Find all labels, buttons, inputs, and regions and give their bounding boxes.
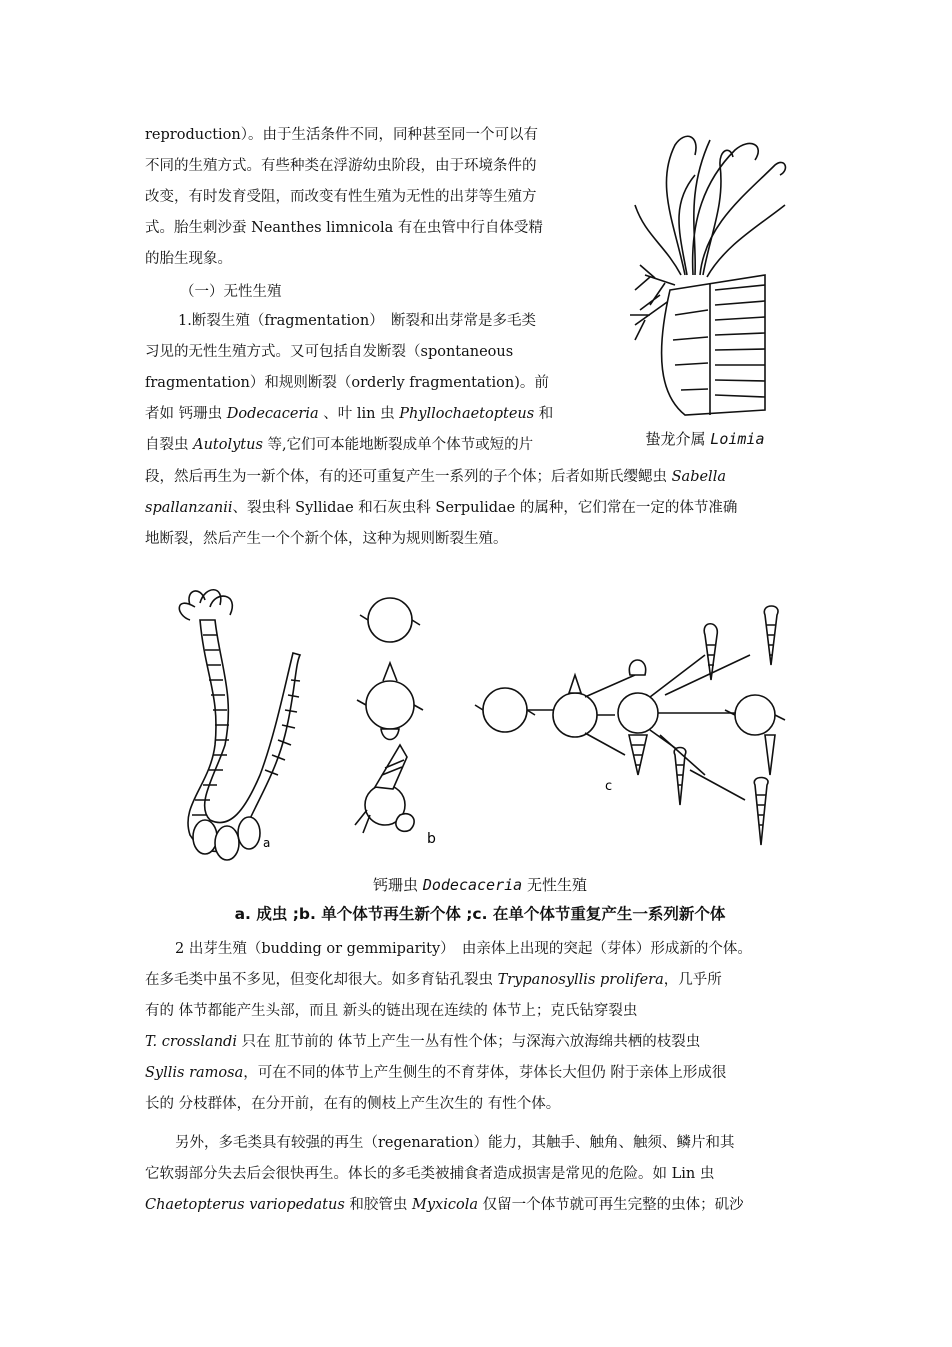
panel-b-segment-regeneration [355,598,436,847]
species-crosslandi: T. crosslandi [145,1034,237,1050]
text-run: 者如 钙珊虫 [145,406,227,422]
species-chaetopterus: Chaetopterus variopedatus [145,1197,345,1213]
species-spallanzanii: spallanzanii [145,500,233,516]
text-run: 在多毛类中虽不多见，但变化却很大。如多育钻孔裂虫 [145,972,498,988]
text-run: 只在 肛节前的 体节上产生一丛有性个体；与深海六放海绵共栖的枝裂虫 [236,1034,701,1050]
intro-line: 改变，有时发育受阻，而改变有性生殖为无性的出芽等生殖方 [145,189,537,205]
fragmentation-line: 1.断裂生殖（fragmentation） 断裂和出芽常是多毛类 [178,313,536,329]
budding-line: 有的 体节都能产生头部，而且 新头的链出现在连续的 体节上；克氏钻穿裂虫 [145,1003,638,1019]
budding-line: 长的 分枝群体，在分开前，在有的侧枝上产生次生的 有性个体。 [145,1096,561,1112]
fragmentation-line: 习见的无性生殖方式。又可包括自发断裂（spontaneous [145,344,514,360]
genus-dodecaceria: Dodecaceria [226,406,319,422]
dodecaceria-illustration [145,585,815,875]
budding-paragraph [145,934,815,1120]
fragmentation-line: fragmentation）和规则断裂（orderly fragmentation)。前 [145,375,549,391]
text-run: 、叶 lin 虫 [318,406,400,422]
dodecaceria-drawing [145,585,815,875]
fragmentation-paragraph-wide [145,462,815,555]
fragmentation-line [145,399,595,430]
budding-line [145,965,815,996]
panel-c-repeated-budding [475,606,785,845]
text-run: 和 [534,406,554,422]
intro-line: 的胎生现象。 [145,251,232,267]
genus-myxicola: Myxicola [411,1197,478,1213]
loimia-caption [615,428,795,449]
budding-line: 2 出芽生殖（budding or gemmiparity） 由亲体上出现的突起（芽体）形成新的个体。 [175,941,752,957]
caption-text: 无性生殖 [522,876,587,894]
species-syllis-ramosa: Syllis ramosa [145,1065,244,1081]
fragmentation-paragraph-narrow [145,306,595,461]
dodecaceria-subcaption: a. 成虫 ;b. 单个体节再生新个体 ;c. 在单个体节重复产生一系列新个体 [234,905,726,923]
budding-line [145,1058,815,1089]
text-run: 段，然后再生为一新个体，有的还可重复产生一系列的子个体；后者如斯氏缨鳃虫 [145,469,672,485]
text-run: ，可在不同的体节上产生侧生的不育芽体，芽体长大但仍 附于亲体上形成很 [243,1065,727,1081]
fragmentation-line: 地断裂，然后产生一个个新个体，这种为规则断裂生殖。 [145,531,508,547]
genus-autolytus: Autolytus [193,437,263,453]
panel-c-label: c [605,779,613,794]
budding-line [145,1027,815,1058]
species-trypanosyllis: Trypanosyllis prolifera [497,972,664,988]
caption-text: 蛰龙介属 [645,430,711,448]
regeneration-line: 另外，多毛类具有较强的再生（regenaration）能力，其触手、触角、触须、鳞片和其 [175,1135,735,1151]
text-run: 自裂虫 [145,437,194,453]
intro-line: reproduction）。由于生活条件不同，同种甚至同一个可以有 [145,127,538,143]
section-heading-asexual: （一）无性生殖 [180,284,282,300]
panel-a-adult-worm [179,590,300,860]
text-run: 、裂虫科 Syllidae 和石灰虫科 Serpulidae 的属种，它们常在一定的体节准确 [232,500,738,516]
genus-sabella: Sabella [671,469,726,485]
intro-line: 式。胎生刺沙蚕 Neanthes limnicola 有在虫管中行自体受精 [145,220,543,236]
fragmentation-line [145,430,595,461]
intro-line: 不同的生殖方式。有些种类在浮游幼虫阶段，由于环境条件的 [145,158,537,174]
intro-paragraph [145,120,595,275]
text-run: ，几乎所 [663,972,722,988]
regeneration-line [145,1190,815,1221]
regeneration-paragraph [145,1128,815,1221]
caption-text: 钙珊虫 [373,876,423,894]
text-run: 等,它们可本能地断裂成单个体节或短的片 [262,437,534,453]
loimia-illustration [615,125,795,425]
caption-genus: Dodecaceria [422,876,523,894]
genus-phyllochaetopteus: Phyllochaetopteus [399,406,535,422]
loimia-drawing [615,125,795,425]
text-run: 和胶管虫 [344,1197,412,1213]
regeneration-line: 它软弱部分失去后会很快再生。体长的多毛类被捕食者造成损害是常见的危险。如 Lin 虫 [145,1166,715,1182]
fragmentation-line [145,462,815,493]
fragmentation-line [145,493,815,524]
panel-b-label: b [427,831,436,847]
caption-genus: Loimia [710,430,765,448]
panel-a-label: a [263,836,271,850]
text-run: 仅留一个体节就可再生完整的虫体；矶沙 [477,1197,744,1213]
dodecaceria-caption [145,874,815,895]
